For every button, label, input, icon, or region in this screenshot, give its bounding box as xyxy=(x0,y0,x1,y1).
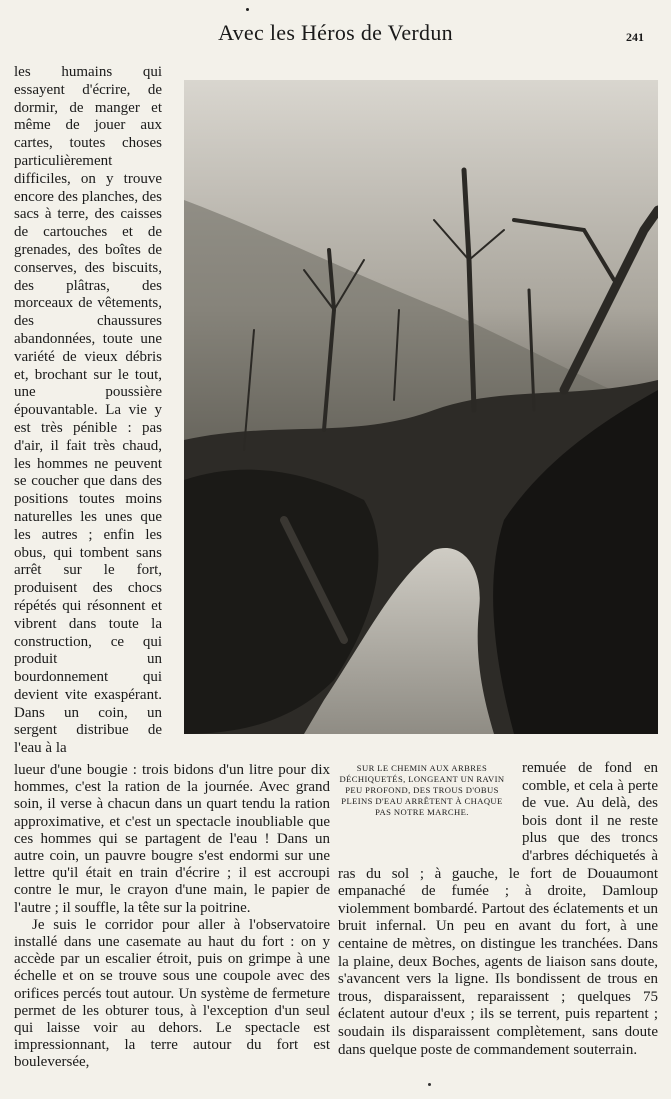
right-text-column xyxy=(338,760,658,1059)
footer-ornament xyxy=(428,1083,431,1086)
page-header-title: Avec les Héros de Verdun xyxy=(218,20,453,45)
left-text-column xyxy=(14,64,162,758)
right-column-text: remuée de fond en comble, et cela à perte de vue. Au delà, des bois dont il ne reste plus que des troncs d'arbres déchiquetés à ras du sol ; à gauche, le fort de Douaumont empanaché de fumée ; à droite, Damloup violemment bombardé. Partout des éclatements et un bruit infernal. Un peu en avant du fort, à une centaine de mètres, on distingue les tranchées. Dans la plaine, deux Boches, agents de liaison sans doute, s'avancent vers la ligne. Ils bondissent de trous en trous, disparaissent, reparaissent ; quelques 75 éclatent autour d'eux ; ils se terrent, puis repartent ; soudain ils disparaissent complètement, sans doute dans quelque poste de commandement souterrain. xyxy=(338,760,658,1058)
paragraph-observatoire: Je suis le corridor pour aller à l'observatoire installé dans une casemate au haut du fort : on y accède par un escalier étroit, puis on grimpe à une échelle et on se trouve sous une coupole avec des orifices percés tout autour. Un système de fermeture permet de les obturer tous, à l'exception d'un seul qui laisse voir au dehors. Le spectacle est impressionnant, la terre autour du fort est bouleversée, xyxy=(14,916,330,1071)
paragraph-ration: lueur d'une bougie : trois bidons d'un litre pour dix hommes, c'est la ration de la journée. Avec grand soin, il verse à chacun dans un quart tendu la ration approximative, et c'est un spectacle inoubliable que ces hommes qui se partagent de l'eau ! Dans un autre coin, un pauvre bougre s'est endormi sur une lettre qu'il était en train d'écrire ; il est accroupi contre le mur, le crayon d'une main, le papier de l'autre ; il souffle, la tête sur la poitrine. xyxy=(14,762,330,916)
header-ornament xyxy=(246,8,249,11)
photo-illustration xyxy=(184,80,658,734)
photo-caption: SUR LE CHEMIN AUX ARBRES DÉCHIQUETÉS, LONGEANT UN RAVIN PEU PROFOND, DES TROUS D'OBUS PLEINS D'EAU ARRÊTENT À CHAQUE PAS NOTRE MARCHE. xyxy=(339,763,505,817)
page-number: 241 xyxy=(626,30,644,44)
caption-spacer xyxy=(338,760,522,848)
war-photograph xyxy=(184,80,658,734)
bottom-left-text-column xyxy=(14,762,330,1072)
left-column-text: les humains qui essayent d'écrire, de dormir, de manger et même de jouer aux cartes, toutes choses particulièrement difficiles, on y trouve encore des planches, des sacs à terre, des caisses de cartouches et de grenades, des boîtes de conserves, des biscuits, des plâtras, des morceaux de vêtements, des chaussures abandonnées, toute une variété de vieux débris et, brochant sur le tout, une poussière épouvantable. La vie y est très pénible : pas d'air, il fait très chaud, les hommes ne peuvent se coucher que dans des positions toutes moins naturelles les unes que les autres ; enfin les obus, qui tombent sans arrêt sur le fort, produisent des chocs répétés qui résonnent et vibrent dans toute la construction, ce qui produit un bourdonnement qui devient vite exaspérant. Dans un coin, un sergent distribue de l'eau à la xyxy=(14,64,162,757)
